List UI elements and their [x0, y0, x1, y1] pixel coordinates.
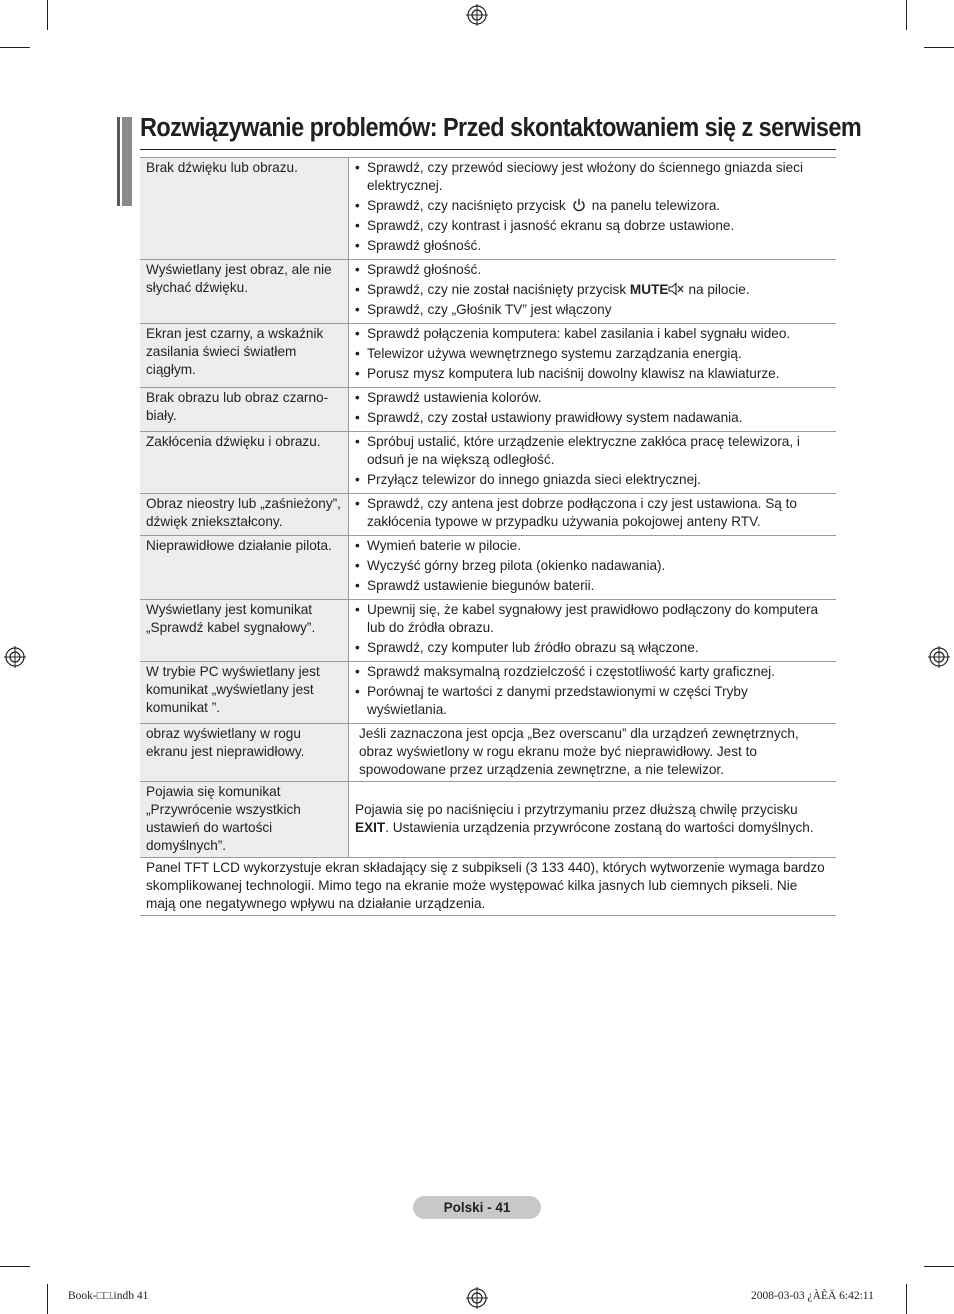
solution-cell — [349, 388, 837, 432]
problem-cell: Zakłócenia dźwięku i obrazu. — [140, 432, 349, 494]
crop-mark — [924, 47, 954, 48]
list-item-text: na pilocie. — [688, 282, 750, 297]
problem-cell: Brak dźwięku lub obrazu. — [140, 158, 349, 260]
solution-cell — [349, 782, 837, 858]
problem-cell: obraz wyświetlany w rogu ekranu jest nieprawidłowy. — [140, 724, 349, 782]
list-item: • Sprawdź, czy antena jest dobrze podłączona i czy jest ustawiona. Są to zakłócenia typowe w przypadku używania pokojowej anteny RTV. — [355, 495, 830, 531]
solution-cell — [349, 600, 837, 662]
table-row — [140, 662, 836, 724]
page-number-badge: Polski - 41 — [413, 1196, 541, 1219]
problem-cell: Brak obrazu lub obraz czarno-biały. — [140, 388, 349, 432]
list-item-text: Sprawdź, czy naciśnięto przycisk — [367, 198, 566, 213]
title-accent-bar — [117, 117, 132, 206]
list-item: • Spróbuj ustalić, które urządzenie elektryczne zakłóca pracę telewizora, i odsuń je na większą odległość. — [355, 433, 830, 469]
solution-text: . Ustawienia urządzenia przywrócone zostaną do wartości domyślnych. — [385, 820, 814, 835]
problem-cell: Nieprawidłowe działanie pilota. — [140, 536, 349, 600]
solution-list — [355, 325, 830, 383]
crop-mark — [0, 1266, 30, 1267]
mute-icon — [668, 282, 684, 296]
solution-cell — [349, 536, 837, 600]
solution-list — [355, 261, 830, 319]
table-row — [140, 324, 836, 388]
list-item: • Sprawdź, czy został ustawiony prawidłowy system nadawania. — [355, 409, 830, 427]
list-item-text: na panelu telewizora. — [591, 198, 721, 213]
solution-cell — [349, 324, 837, 388]
problem-cell: Wyświetlany jest obraz, ale nie słychać dźwięku. — [140, 260, 349, 324]
list-item: • Sprawdź głośność. — [355, 261, 830, 279]
list-item: • Przyłącz telewizor do innego gniazda sieci elektrycznej. — [355, 471, 830, 489]
solution-list — [355, 663, 830, 719]
registration-mark-icon — [4, 646, 26, 668]
table-row — [140, 494, 836, 536]
list-item: • Sprawdź głośność. — [355, 237, 830, 255]
table-row — [140, 432, 836, 494]
solution-cell — [349, 260, 837, 324]
table-row — [140, 260, 836, 324]
list-item — [355, 281, 830, 299]
lcd-panel-note: Panel TFT LCD wykorzystuje ekran składający się z subpikseli (3 133 440), których wytworzenie wymaga bardzo skomplikowanej technologii. Mimo tego na ekranie może występować kilka jasnych lub ciemnych pikseli. Nie mają one negatywnego wpływu na działanie urządzenia. — [140, 858, 836, 916]
solution-list — [355, 601, 830, 657]
crop-mark — [924, 1266, 954, 1267]
solution-cell — [349, 158, 837, 260]
list-item: • Porównaj te wartości z danymi przedstawionymi w części Tryby wyświetlania. — [355, 683, 830, 719]
solution-text: Pojawia się po naciśnięciu i przytrzymaniu przez dłuższą chwilę przycisku — [355, 802, 798, 817]
crop-mark — [47, 1284, 48, 1314]
list-item: • Sprawdź, czy „Głośnik TV” jest włączony — [355, 301, 830, 319]
registration-mark-icon — [928, 646, 950, 668]
list-item: • Sprawdź, czy komputer lub źródło obrazu są włączone. — [355, 639, 830, 657]
solution-list — [355, 537, 830, 595]
problem-cell: Pojawia się komunikat „Przywrócenie wszystkich ustawień do wartości domyślnych”. — [140, 782, 349, 858]
table-row — [140, 858, 836, 916]
solution-list — [355, 159, 830, 255]
solution-cell — [349, 662, 837, 724]
solution-list — [355, 495, 830, 531]
crop-mark — [906, 1284, 907, 1314]
list-item: • Sprawdź, czy kontrast i jasność ekranu są dobrze ustawione. — [355, 217, 830, 235]
print-slug-left: Book-□□.indb 41 — [68, 1290, 149, 1302]
table-row — [140, 600, 836, 662]
list-item: • Sprawdź połączenia komputera: kabel zasilania i kabel sygnału wideo. — [355, 325, 830, 343]
table-row — [140, 782, 836, 858]
exit-label: EXIT — [355, 820, 386, 835]
list-item: • Porusz mysz komputera lub naciśnij dowolny klawisz na klawiaturze. — [355, 365, 830, 383]
crop-mark — [906, 0, 907, 30]
list-item: • Sprawdź ustawienia kolorów. — [355, 389, 830, 407]
list-item: • Wymień baterie w pilocie. — [355, 537, 830, 555]
problem-cell: W trybie PC wyświetlany jest komunikat „wyświetlany jest komunikat ”. — [140, 662, 349, 724]
list-item: • Wyczyść górny brzeg pilota (okienko nadawania). — [355, 557, 830, 575]
problem-cell: Wyświetlany jest komunikat „Sprawdź kabel sygnałowy”. — [140, 600, 349, 662]
list-item: • Sprawdź maksymalną rozdzielczość i częstotliwość karty graficznej. — [355, 663, 830, 681]
solution-list — [355, 433, 830, 489]
crop-mark — [47, 0, 48, 30]
solution-cell: Jeśli zaznaczona jest opcja „Bez overscanu” dla urządzeń zewnętrznych, obraz wyświetlony w rogu ekranu może być nieprawidłowy. Jest to spowodowane przez urządzenia zewnętrzne, a nie telewizor. — [349, 724, 837, 782]
table-row — [140, 536, 836, 600]
title-rule — [140, 149, 836, 150]
list-item — [355, 197, 830, 215]
problem-cell: Obraz nieostry lub „zaśnieżony”, dźwięk zniekształcony. — [140, 494, 349, 536]
table-row — [140, 388, 836, 432]
problem-cell: Ekran jest czarny, a wskaźnik zasilania świeci światłem ciągłym. — [140, 324, 349, 388]
mute-label: MUTE — [629, 282, 669, 297]
page-title: Rozwiązywanie problemów: Przed skontaktowaniem się z serwisem — [140, 114, 862, 142]
list-item: • Sprawdź, czy przewód sieciowy jest włożony do ściennego gniazda sieci elektrycznej. — [355, 159, 830, 195]
table-row — [140, 158, 836, 260]
solution-list — [355, 389, 830, 427]
list-item: • Telewizor używa wewnętrznego systemu zarządzania energią. — [355, 345, 830, 363]
print-slug-right: 2008-03-03 ¿ÀÈÄ 6:42:11 — [751, 1290, 874, 1302]
registration-mark-icon — [466, 1287, 488, 1309]
troubleshooting-table — [140, 157, 836, 916]
power-icon — [572, 198, 586, 212]
registration-mark-icon — [466, 4, 488, 26]
table-row — [140, 724, 836, 782]
crop-mark — [0, 47, 30, 48]
solution-cell — [349, 432, 837, 494]
solution-cell — [349, 494, 837, 536]
list-item: • Sprawdź ustawienie biegunów baterii. — [355, 577, 830, 595]
list-item-text: Sprawdź, czy nie został naciśnięty przycisk — [367, 282, 627, 297]
list-item: • Upewnij się, że kabel sygnałowy jest prawidłowo podłączony do komputera lub do źródła obrazu. — [355, 601, 830, 637]
